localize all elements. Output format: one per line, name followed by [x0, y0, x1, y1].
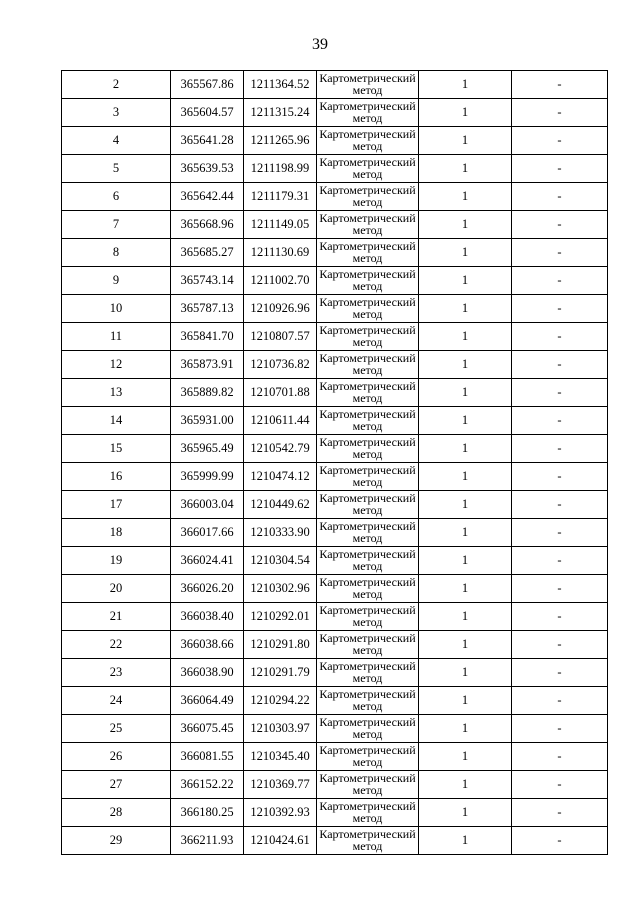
- note-cell: -: [512, 71, 608, 99]
- x-coordinate-cell: 366064.49: [171, 687, 244, 715]
- y-coordinate-cell: 1211364.52: [244, 71, 317, 99]
- y-coordinate-cell: 1210304.54: [244, 547, 317, 575]
- x-coordinate-cell: 366038.90: [171, 659, 244, 687]
- table-row: [62, 519, 608, 547]
- x-coordinate-cell: 365999.99: [171, 463, 244, 491]
- y-coordinate-cell: 1210369.77: [244, 771, 317, 799]
- table-row: [62, 239, 608, 267]
- note-cell: -: [512, 295, 608, 323]
- note-cell: -: [512, 435, 608, 463]
- x-coordinate-cell: 366075.45: [171, 715, 244, 743]
- method-cell: Картометрический метод: [317, 715, 419, 743]
- x-coordinate-cell: 365787.13: [171, 295, 244, 323]
- y-coordinate-cell: 1210292.01: [244, 603, 317, 631]
- method-cell: Картометрический метод: [317, 351, 419, 379]
- table-row: [62, 743, 608, 771]
- method-cell: Картометрический метод: [317, 743, 419, 771]
- method-cell: Картометрический метод: [317, 463, 419, 491]
- note-cell: -: [512, 603, 608, 631]
- point-number-cell: 16: [62, 463, 171, 491]
- x-coordinate-cell: 365965.49: [171, 435, 244, 463]
- point-number-cell: 24: [62, 687, 171, 715]
- point-number-cell: 10: [62, 295, 171, 323]
- x-coordinate-cell: 365889.82: [171, 379, 244, 407]
- table-row: [62, 99, 608, 127]
- note-cell: -: [512, 407, 608, 435]
- point-number-cell: 26: [62, 743, 171, 771]
- method-cell: Картометрический метод: [317, 603, 419, 631]
- x-coordinate-cell: 366026.20: [171, 575, 244, 603]
- y-coordinate-cell: 1211002.70: [244, 267, 317, 295]
- accuracy-cell: 1: [419, 71, 512, 99]
- method-cell: Картометрический метод: [317, 295, 419, 323]
- accuracy-cell: 1: [419, 155, 512, 183]
- table-row: [62, 323, 608, 351]
- table-row: [62, 463, 608, 491]
- table-row: [62, 267, 608, 295]
- note-cell: -: [512, 463, 608, 491]
- table-row: [62, 71, 608, 99]
- table-row: [62, 211, 608, 239]
- note-cell: -: [512, 659, 608, 687]
- table-row: [62, 631, 608, 659]
- point-number-cell: 15: [62, 435, 171, 463]
- point-number-cell: 7: [62, 211, 171, 239]
- note-cell: -: [512, 351, 608, 379]
- table-row: [62, 351, 608, 379]
- note-cell: -: [512, 155, 608, 183]
- table-row: [62, 715, 608, 743]
- note-cell: -: [512, 491, 608, 519]
- method-cell: Картометрический метод: [317, 183, 419, 211]
- x-coordinate-cell: 365567.86: [171, 71, 244, 99]
- method-cell: Картометрический метод: [317, 659, 419, 687]
- note-cell: -: [512, 799, 608, 827]
- accuracy-cell: 1: [419, 743, 512, 771]
- note-cell: -: [512, 211, 608, 239]
- accuracy-cell: 1: [419, 267, 512, 295]
- table-row: [62, 827, 608, 855]
- x-coordinate-cell: 365639.53: [171, 155, 244, 183]
- accuracy-cell: 1: [419, 407, 512, 435]
- x-coordinate-cell: 366003.04: [171, 491, 244, 519]
- accuracy-cell: 1: [419, 547, 512, 575]
- note-cell: -: [512, 547, 608, 575]
- point-number-cell: 29: [62, 827, 171, 855]
- y-coordinate-cell: 1210291.80: [244, 631, 317, 659]
- note-cell: -: [512, 687, 608, 715]
- method-cell: Картометрический метод: [317, 267, 419, 295]
- accuracy-cell: 1: [419, 603, 512, 631]
- accuracy-cell: 1: [419, 183, 512, 211]
- note-cell: -: [512, 183, 608, 211]
- accuracy-cell: 1: [419, 295, 512, 323]
- point-number-cell: 6: [62, 183, 171, 211]
- y-coordinate-cell: 1210611.44: [244, 407, 317, 435]
- y-coordinate-cell: 1210345.40: [244, 743, 317, 771]
- method-cell: Картометрический метод: [317, 435, 419, 463]
- accuracy-cell: 1: [419, 323, 512, 351]
- x-coordinate-cell: 365668.96: [171, 211, 244, 239]
- note-cell: -: [512, 323, 608, 351]
- point-number-cell: 14: [62, 407, 171, 435]
- y-coordinate-cell: 1210701.88: [244, 379, 317, 407]
- note-cell: -: [512, 379, 608, 407]
- accuracy-cell: 1: [419, 687, 512, 715]
- note-cell: -: [512, 575, 608, 603]
- coordinates-table: [61, 70, 608, 855]
- method-cell: Картометрический метод: [317, 631, 419, 659]
- point-number-cell: 2: [62, 71, 171, 99]
- point-number-cell: 25: [62, 715, 171, 743]
- point-number-cell: 28: [62, 799, 171, 827]
- accuracy-cell: 1: [419, 575, 512, 603]
- x-coordinate-cell: 366152.22: [171, 771, 244, 799]
- table-row: [62, 491, 608, 519]
- x-coordinate-cell: 365931.00: [171, 407, 244, 435]
- accuracy-cell: 1: [419, 463, 512, 491]
- point-number-cell: 5: [62, 155, 171, 183]
- note-cell: -: [512, 827, 608, 855]
- table-row: [62, 435, 608, 463]
- method-cell: Картометрический метод: [317, 547, 419, 575]
- accuracy-cell: 1: [419, 827, 512, 855]
- accuracy-cell: 1: [419, 351, 512, 379]
- y-coordinate-cell: 1210333.90: [244, 519, 317, 547]
- table-row: [62, 379, 608, 407]
- table-row: [62, 603, 608, 631]
- method-cell: Картометрический метод: [317, 127, 419, 155]
- accuracy-cell: 1: [419, 799, 512, 827]
- table-row: [62, 127, 608, 155]
- table-row: [62, 575, 608, 603]
- y-coordinate-cell: 1210424.61: [244, 827, 317, 855]
- y-coordinate-cell: 1210926.96: [244, 295, 317, 323]
- point-number-cell: 4: [62, 127, 171, 155]
- point-number-cell: 12: [62, 351, 171, 379]
- y-coordinate-cell: 1210303.97: [244, 715, 317, 743]
- x-coordinate-cell: 365873.91: [171, 351, 244, 379]
- accuracy-cell: 1: [419, 211, 512, 239]
- y-coordinate-cell: 1210291.79: [244, 659, 317, 687]
- note-cell: -: [512, 715, 608, 743]
- table-row: [62, 687, 608, 715]
- table-row: [62, 799, 608, 827]
- point-number-cell: 27: [62, 771, 171, 799]
- note-cell: -: [512, 631, 608, 659]
- x-coordinate-cell: 365604.57: [171, 99, 244, 127]
- y-coordinate-cell: 1210392.93: [244, 799, 317, 827]
- y-coordinate-cell: 1210449.62: [244, 491, 317, 519]
- accuracy-cell: 1: [419, 631, 512, 659]
- y-coordinate-cell: 1210807.57: [244, 323, 317, 351]
- y-coordinate-cell: 1211179.31: [244, 183, 317, 211]
- accuracy-cell: 1: [419, 239, 512, 267]
- y-coordinate-cell: 1211265.96: [244, 127, 317, 155]
- method-cell: Картометрический метод: [317, 99, 419, 127]
- table-row: [62, 407, 608, 435]
- y-coordinate-cell: 1211149.05: [244, 211, 317, 239]
- method-cell: Картометрический метод: [317, 687, 419, 715]
- point-number-cell: 18: [62, 519, 171, 547]
- accuracy-cell: 1: [419, 659, 512, 687]
- accuracy-cell: 1: [419, 519, 512, 547]
- note-cell: -: [512, 239, 608, 267]
- method-cell: Картометрический метод: [317, 799, 419, 827]
- point-number-cell: 13: [62, 379, 171, 407]
- note-cell: -: [512, 771, 608, 799]
- method-cell: Картометрический метод: [317, 575, 419, 603]
- point-number-cell: 20: [62, 575, 171, 603]
- method-cell: Картометрический метод: [317, 407, 419, 435]
- note-cell: -: [512, 127, 608, 155]
- note-cell: -: [512, 743, 608, 771]
- point-number-cell: 3: [62, 99, 171, 127]
- accuracy-cell: 1: [419, 127, 512, 155]
- y-coordinate-cell: 1211130.69: [244, 239, 317, 267]
- table-row: [62, 771, 608, 799]
- table-row: [62, 155, 608, 183]
- y-coordinate-cell: 1210302.96: [244, 575, 317, 603]
- point-number-cell: 22: [62, 631, 171, 659]
- point-number-cell: 23: [62, 659, 171, 687]
- x-coordinate-cell: 365642.44: [171, 183, 244, 211]
- coordinates-table-body: [62, 71, 608, 855]
- method-cell: Картометрический метод: [317, 323, 419, 351]
- point-number-cell: 19: [62, 547, 171, 575]
- x-coordinate-cell: 366180.25: [171, 799, 244, 827]
- method-cell: Картометрический метод: [317, 211, 419, 239]
- accuracy-cell: 1: [419, 435, 512, 463]
- x-coordinate-cell: 366038.66: [171, 631, 244, 659]
- x-coordinate-cell: 366024.41: [171, 547, 244, 575]
- accuracy-cell: 1: [419, 99, 512, 127]
- x-coordinate-cell: 365743.14: [171, 267, 244, 295]
- y-coordinate-cell: 1211315.24: [244, 99, 317, 127]
- method-cell: Картометрический метод: [317, 239, 419, 267]
- x-coordinate-cell: 366081.55: [171, 743, 244, 771]
- method-cell: Картометрический метод: [317, 827, 419, 855]
- accuracy-cell: 1: [419, 379, 512, 407]
- method-cell: Картометрический метод: [317, 771, 419, 799]
- y-coordinate-cell: 1210294.22: [244, 687, 317, 715]
- method-cell: Картометрический метод: [317, 491, 419, 519]
- x-coordinate-cell: 366017.66: [171, 519, 244, 547]
- table-row: [62, 659, 608, 687]
- y-coordinate-cell: 1211198.99: [244, 155, 317, 183]
- y-coordinate-cell: 1210542.79: [244, 435, 317, 463]
- point-number-cell: 8: [62, 239, 171, 267]
- point-number-cell: 9: [62, 267, 171, 295]
- y-coordinate-cell: 1210474.12: [244, 463, 317, 491]
- point-number-cell: 11: [62, 323, 171, 351]
- method-cell: Картометрический метод: [317, 71, 419, 99]
- page-number: 39: [312, 36, 328, 53]
- x-coordinate-cell: 366211.93: [171, 827, 244, 855]
- accuracy-cell: 1: [419, 771, 512, 799]
- accuracy-cell: 1: [419, 491, 512, 519]
- table-row: [62, 183, 608, 211]
- point-number-cell: 21: [62, 603, 171, 631]
- note-cell: -: [512, 267, 608, 295]
- x-coordinate-cell: 365641.28: [171, 127, 244, 155]
- note-cell: -: [512, 519, 608, 547]
- point-number-cell: 17: [62, 491, 171, 519]
- y-coordinate-cell: 1210736.82: [244, 351, 317, 379]
- x-coordinate-cell: 365841.70: [171, 323, 244, 351]
- table-row: [62, 547, 608, 575]
- accuracy-cell: 1: [419, 715, 512, 743]
- method-cell: Картометрический метод: [317, 155, 419, 183]
- table-row: [62, 295, 608, 323]
- method-cell: Картометрический метод: [317, 379, 419, 407]
- note-cell: -: [512, 99, 608, 127]
- x-coordinate-cell: 366038.40: [171, 603, 244, 631]
- method-cell: Картометрический метод: [317, 519, 419, 547]
- x-coordinate-cell: 365685.27: [171, 239, 244, 267]
